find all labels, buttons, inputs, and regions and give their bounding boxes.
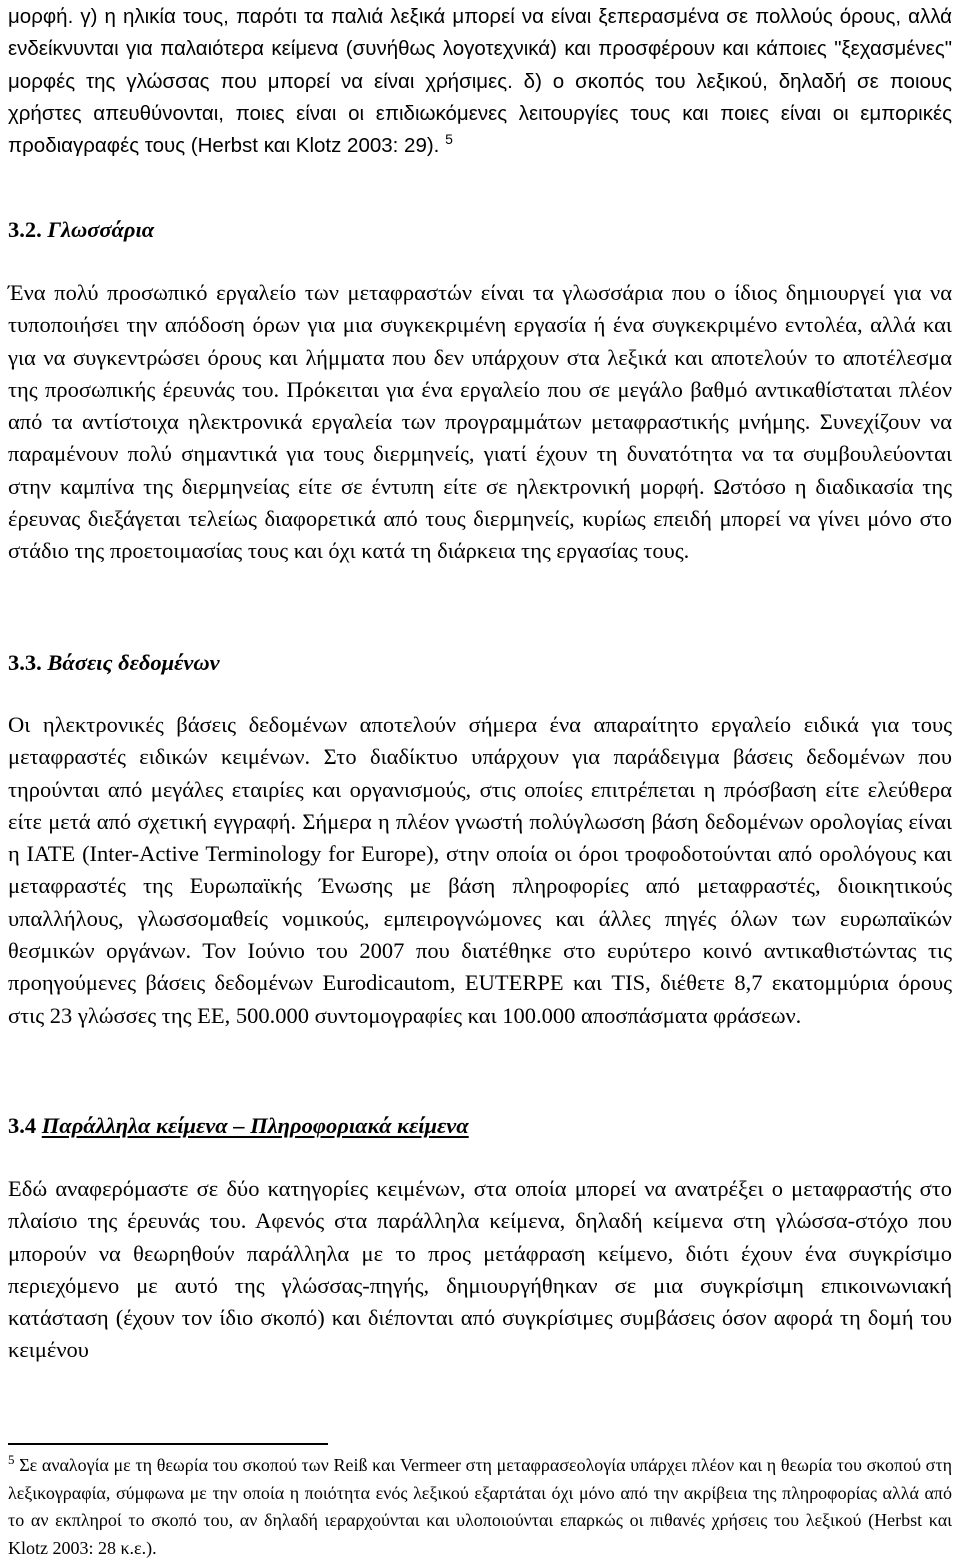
section-title: Γλωσσάρια — [47, 217, 155, 242]
section-title: Βάσεις δεδομένων — [47, 650, 220, 675]
paragraph-text: μορφή. γ) η ηλικία τους, παρότι τα παλιά λεξικά μπορεί να είναι ξεπερασμένα σε πολλούς όρους, αλλά ενδείκνυνται για παλαιότερα κείμενα (συνήθως λογοτεχνικά) και προσφέρουν και κάποιες "ξεχασμένες" μορφές της γλώσσας που μπορεί να είναι χρήσιμες. δ) ο σκοπός του λεξικού, δηλαδή σε ποιους χρήστες απευθύνονται, ποιες είναι οι επιδιωκόμενες λειτουργίες τους και ποιες είναι οι εμπορικές προδιαγραφές τους (Herbst και Klotz 2003: 29). — [8, 5, 952, 158]
paragraph-parallel-texts: Εδώ αναφερόμαστε σε δύο κατηγορίες κειμένων, στα οποία μπορεί να ανατρέξει ο μεταφραστής στο πλαίσιο της έρευνάς του. Αφενός στα παράλληλα κείμενα, δηλαδή κείμενα στη γλώσσα-στόχο που μπορούν να θεωρηθούν παράλληλα με το προς μετάφραση κείμενο, διότι έχουν ένα συγκρίσιμο περιεχόμενο με αυτό της γλώσσας-πηγής, δημιουργήθηκαν σε μια συγκρίσιμη επικοινωνιακή κατάσταση (έχουν τον ίδιο σκοπό) και διέπονται από συγκρίσιμες συμβάσεις όσον αφορά τη δομή του κειμένου — [8, 1176, 952, 1363]
section-title: Παράλληλα κείμενα – Πληροφοριακά κείμενα — [41, 1113, 469, 1138]
footnote-text: Σε αναλογία με τη θεωρία του σκοπού των Reiß και Vermeer στη μεταφρασεολογία υπάρχει πλέον και η θεωρία του σκοπού στη λεξικογραφία, σύμφωνα με την οποία η ποιότητα ενός λεξικού εξαρτάται όχι μόνο από την ακρίβεια της πληροφορίας αλλά από το αν εκπληροί το σκοπό του, αν δηλαδή ιεραρχούνται και υλοποιούνται επαρκώς οι πιθανές χρήσεις του λεξικού (Herbst και Klotz 2003: 28 κ.ε.). — [8, 1455, 952, 1558]
section-heading-parallel-texts — [8, 1111, 469, 1141]
section-number: 3.4 — [8, 1113, 37, 1138]
footnote-marker: 5 — [8, 1452, 15, 1467]
paragraph-glossaries: Ένα πολύ προσωπικό εργαλείο των μεταφραστών είναι τα γλωσσάρια που ο ίδιος δημιουργεί για να τυποποιήσει την απόδοση όρων για μια συγκεκριμένη εργασία ή ένα συγκεκριμένο εντολέα, αλλά και για να συγκεντρώσει όρους και λήμματα που δεν υπάρχουν στα λεξικά και αποτελούν το αποτέλεσμα της προσωπικής έρευνάς του. Πρόκειται για ένα εργαλείο που σε μεγάλο βαθμό αντικαθίσταται πλέον από τα αντίστοιχα ηλεκτρονικά εργαλεία των προγραμμάτων μεταφραστικής μνήμης. Συνεχίζουν να παραμένουν πολύ σημαντικά για τους διερμηνείς, γιατί έχουν τη δυνατότητα να τα συμβουλεύονται στην καμπίνα της διερμηνείας είτε σε έντυπη είτε σε ηλεκτρονική μορφή. Ωστόσο η διαδικασία της έρευνας διεξάγεται τελείως διαφορετικά από τους διερμηνείς, κυρίως επειδή μπορεί να γίνει μόνο στο στάδιο της προετοιμασίας τους και όχι κατά τη διάρκεια της εργασίας τους. — [8, 280, 952, 564]
section-number: 3.2. — [8, 217, 42, 242]
section-heading-databases — [8, 648, 220, 678]
section-heading-glossaries — [8, 215, 154, 245]
paragraph-databases: Οι ηλεκτρονικές βάσεις δεδομένων αποτελούν σήμερα ένα απαραίτητο εργαλείο ειδικά για τους μεταφραστές ειδικών κειμένων. Στο διαδίκτυο υπάρχουν για παράδειγμα βάσεις δεδομένων που τηρούνται από μεγάλες εταιρίες και οργανισμούς, στις οποίες επιτρέπεται η πρόσβαση είτε ελεύθερα είτε μετά από σχετική εγγραφή. Σήμερα η πλέον γνωστή πολύγλωσση βάση δεδομένων ορολογίας είναι η IATE (Inter-Active Terminology for Europe), στην οποία οι όροι τροφοδοτούνται από ορολόγους και μεταφραστές της Ευρωπαϊκής Ένωσης με βάση πληροφορίες από μεταφραστές, διοικητικούς υπαλλήλους, γλωσσομαθείς νομικούς, εμπειρογνώμονες και άλλες πηγές όλων των ευρωπαϊκών θεσμικών οργάνων. Τον Ιούνιο του 2007 που διατέθηκε στο ευρύτερο κοινό αντικαθιστώντας τις προηγούμενες βάσεις δεδομένων Eurodicautom, EUTERPE και TIS, διέθετε 8,7 εκατομμύρια όρους στις 23 γλώσσες της ΕΕ, 500.000 συντομογραφίες και 100.000 αποσπάσματα φράσεων. — [8, 712, 952, 1028]
paragraph-continued — [8, 1, 952, 162]
footnote-separator — [8, 1443, 328, 1445]
footnote — [8, 1452, 952, 1562]
section-number: 3.3. — [8, 650, 42, 675]
footnote-reference[interactable]: 5 — [445, 131, 453, 148]
